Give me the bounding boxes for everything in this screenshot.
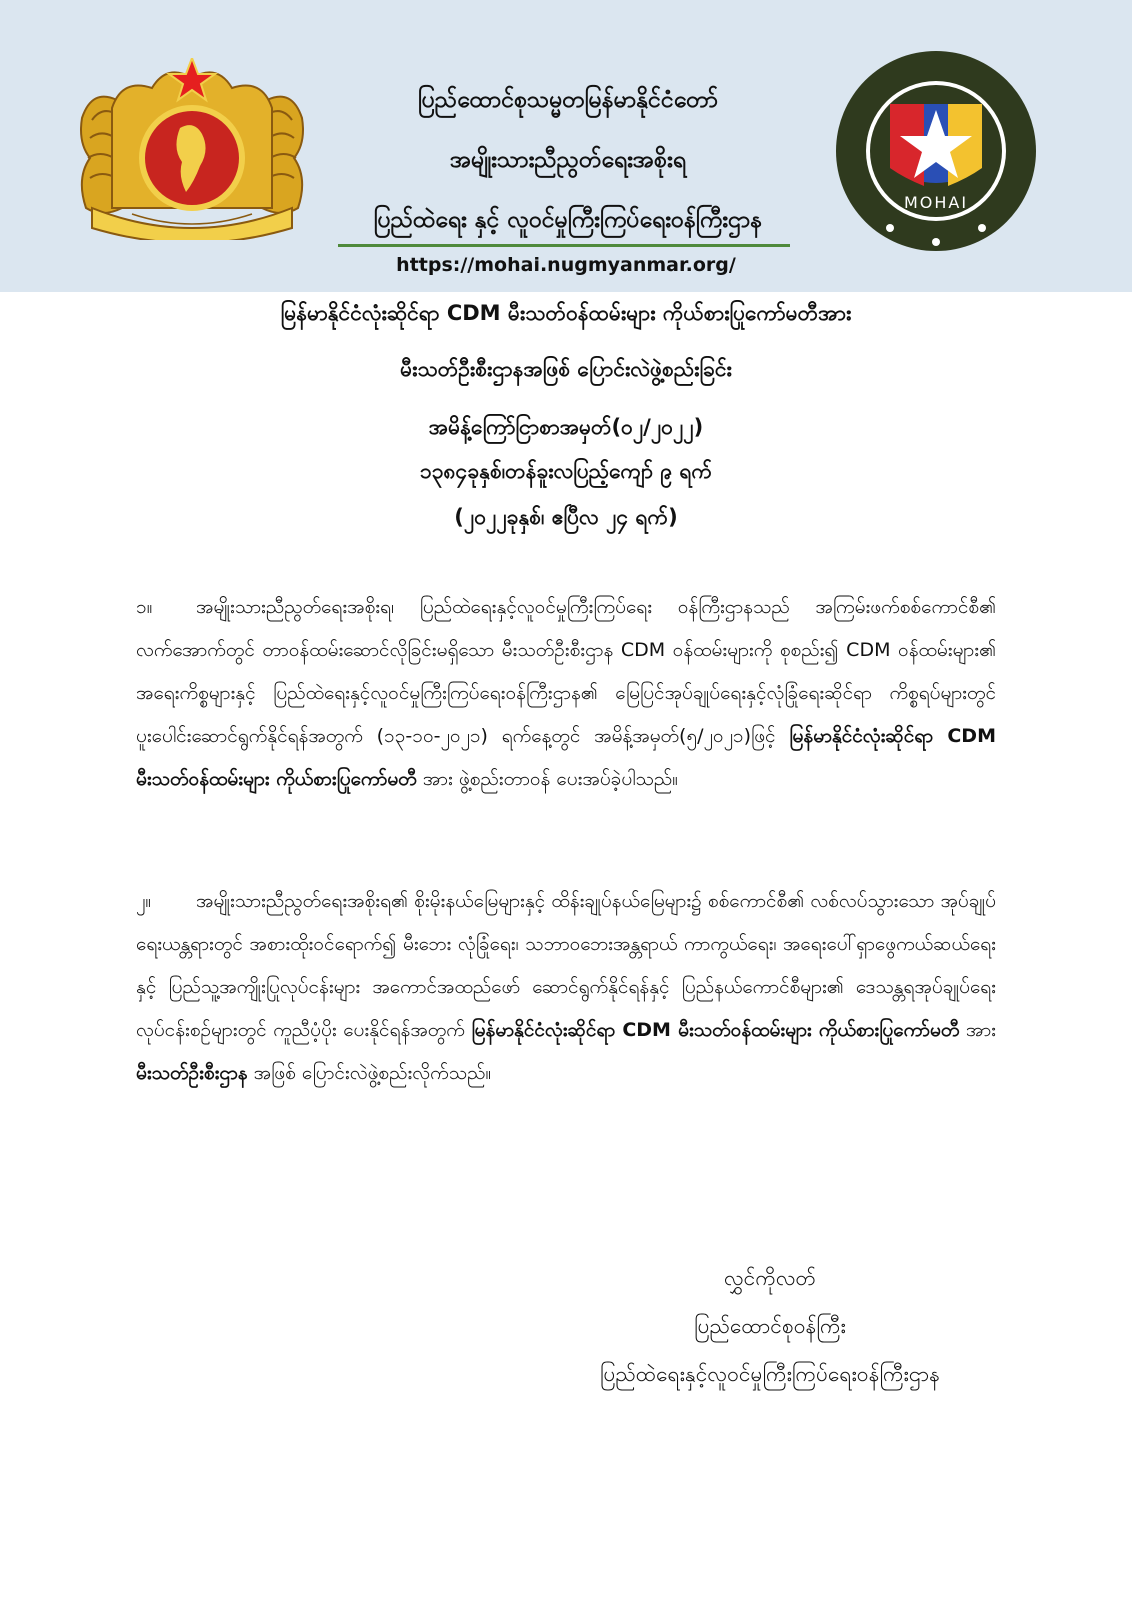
announcement-title-line1: မြန်မာနိုင်ငံလုံးဆိုင်ရာ CDM မီးသတ်ဝန်ထမ်းများ ကိုယ်စားပြုကော်မတီအား	[280, 301, 852, 325]
signatory-title: ပြည်ထောင်စုဝန်ကြီး	[694, 1314, 846, 1338]
letterhead	[0, 0, 1132, 292]
date-gregorian: (၂၀၂၂ခုနှစ်၊ ဧပြီလ ၂၄ ရက်)	[454, 505, 678, 529]
mohai-logo	[826, 48, 1046, 254]
paragraph-2	[136, 880, 996, 1095]
paragraph-number: ၁။	[136, 596, 153, 618]
paragraph-number: ၂။	[136, 890, 152, 912]
paragraph-text: အမျိုးသားညီညွတ်ရေးအစိုးရ၏ စိုးမိုးနယ်မြေများနှင့် ထိန်းချုပ်နယ်မြေများ၌ စစ်ကောင်စီ၏ လစ်လပ်သွားသော အုပ်ချုပ်ရေးယန္တရားတွင် အစားထိုးဝင်ရောက်၍ မီးဘေး လုံခြုံရေး၊ သဘာဝဘေးအန္တရာယ် ကာကွယ်ရေး၊ အရေးပေါ်ရှာဖွေကယ်ဆယ်ရေးနှင့် ပြည်သူ့အကျိုးပြုလုပ်ငန်းများ အကောင်အထည်ဖော် ဆောင်ရွက်နိုင်ရန်နှင့် ပြည်နယ်ကောင်စီများ၏ ဒေသန္တရအုပ်ချုပ်ရေး လုပ်ငန်းစဉ်များတွင် ကူညီပံ့ပိုး ပေးနိုင်ရန်အတွက်	[136, 890, 996, 1041]
state-seal-emblem	[72, 58, 312, 240]
committee-name: မြန်မာနိုင်ငံလုံးဆိုင်ရာ CDM မီးသတ်ဝန်ထမ်းများ ကိုယ်စားပြုကော်မတီ	[136, 725, 996, 790]
title-underline	[338, 244, 790, 247]
country-title: ပြည်ထောင်စုသမ္မတမြန်မာနိုင်ငံတော်	[417, 87, 719, 113]
order-number: အမိန့်ကြော်ငြာစာအမှတ်(၀၂/၂၀၂၂)	[428, 415, 704, 439]
ministry-titles	[338, 70, 798, 250]
signatory-ministry: ပြည်ထဲရေးနှင့်လူဝင်မှုကြီးကြပ်ရေးဝန်ကြီးဌာန	[600, 1362, 940, 1386]
ministry-title: ပြည်ထဲရေး နှင့် လူဝင်မှုကြီးကြပ်ရေးဝန်ကြီးဌာန	[373, 207, 763, 233]
paragraph-tail: အား ဖွဲ့စည်းတာဝန် ပေးအပ်ခဲ့ပါသည်။	[422, 768, 678, 790]
date-myanmar: ၁၃၈၄ခုနှစ်၊တန်ခူးလပြည့်ကျော် ၉ ရက်	[419, 459, 713, 483]
paragraph-1	[136, 586, 996, 801]
announcement-title-line2: မီးသတ်ဦးစီးဌာနအဖြစ် ပြောင်းလဲဖွဲ့စည်းခြင်း	[400, 357, 732, 381]
logo-text: MOHAI	[903, 193, 969, 212]
website-url[interactable]: https://mohai.nugmyanmar.org/	[396, 254, 736, 276]
government-title: အမျိုးသားညီညွတ်ရေးအစိုးရ	[449, 147, 687, 173]
paragraph-tail: အဖြစ် ပြောင်းလဲဖွဲ့စည်းလိုက်သည်။	[253, 1062, 492, 1084]
paragraph-mid: အား	[965, 1019, 996, 1041]
signatory-name: လွှင်ကိုလတ်	[723, 1266, 817, 1290]
committee-name: မြန်မာနိုင်ငံလုံးဆိုင်ရာ CDM မီးသတ်ဝန်ထမ်းများ ကိုယ်စားပြုကော်မတီ	[471, 1019, 960, 1041]
signature-block	[520, 1254, 1020, 1398]
paragraph-text: အမျိုးသားညီညွတ်ရေးအစိုးရ၊ ပြည်ထဲရေးနှင့်လူဝင်မှုကြီးကြပ်ရေး ဝန်ကြီးဌာနသည် အကြမ်းဖက်စစ်ကောင်စီ၏ လက်အောက်တွင် တာဝန်ထမ်းဆောင်လိုခြင်းမရှိသော မီးသတ်ဦးစီးဌာန CDM ဝန်ထမ်းများကို စုစည်း၍ CDM ဝန်ထမ်းများ၏ အရေးကိစ္စများနှင့် ပြည်ထဲရေးနှင့်လူဝင်မှုကြီးကြပ်ရေးဝန်ကြီးဌာန၏ မြေပြင်အုပ်ချုပ်ရေးနှင့်လုံခြုံရေးဆိုင်ရာ ကိစ္စရပ်များတွင် ပူးပေါင်းဆောင်ရွက်နိုင်ရန်အတွက် (၁၃-၁၀-၂၀၂၁) ရက်နေ့တွင် အမိန့်အမှတ်(၅/၂၀၂၁)ဖြင့်	[136, 596, 996, 747]
department-name: မီးသတ်ဦးစီးဌာန	[136, 1062, 248, 1084]
